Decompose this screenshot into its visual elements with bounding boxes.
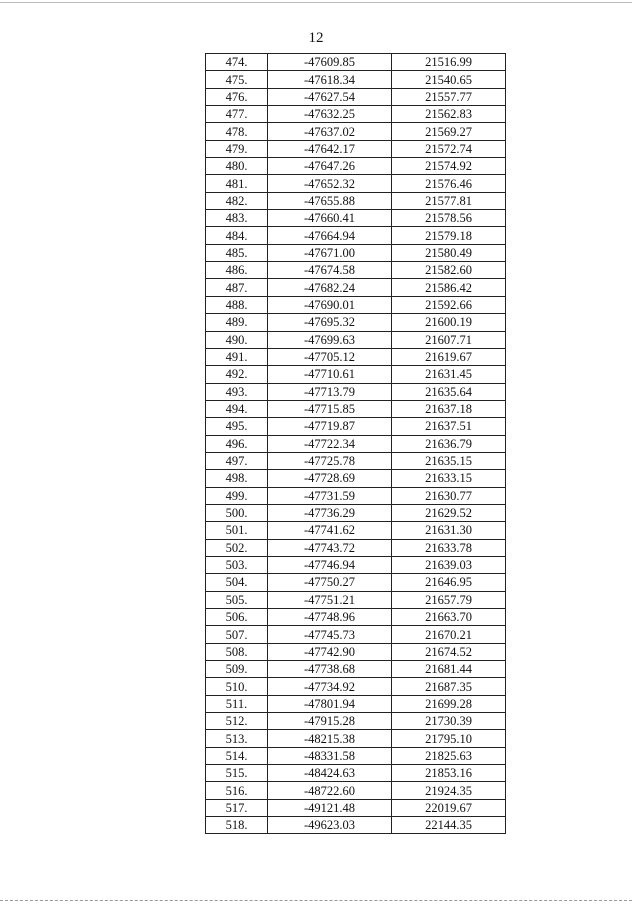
point-number-cell: 475. — [206, 71, 268, 88]
y-coordinate-cell: 21516.99 — [392, 54, 506, 71]
x-coordinate-cell: -47745.73 — [268, 626, 392, 643]
table-row — [206, 730, 506, 747]
table-row — [206, 400, 506, 417]
point-number-cell: 511. — [206, 695, 268, 712]
x-coordinate-cell: -47647.26 — [268, 158, 392, 175]
x-coordinate-cell: -47738.68 — [268, 661, 392, 678]
table-row — [206, 262, 506, 279]
point-number-cell: 479. — [206, 140, 268, 157]
y-coordinate-cell: 21699.28 — [392, 695, 506, 712]
x-coordinate-cell: -47674.58 — [268, 262, 392, 279]
x-coordinate-cell: -47915.28 — [268, 713, 392, 730]
x-coordinate-cell: -47728.69 — [268, 470, 392, 487]
y-coordinate-cell: 21637.51 — [392, 418, 506, 435]
point-number-cell: 480. — [206, 158, 268, 175]
y-coordinate-cell: 21600.19 — [392, 314, 506, 331]
table-row — [206, 210, 506, 227]
x-coordinate-cell: -47746.94 — [268, 556, 392, 573]
y-coordinate-cell: 21636.79 — [392, 435, 506, 452]
coordinates-table — [205, 53, 506, 834]
table-row — [206, 296, 506, 313]
table-row — [206, 470, 506, 487]
point-number-cell: 513. — [206, 730, 268, 747]
table-row — [206, 314, 506, 331]
table-row — [206, 279, 506, 296]
table-row — [206, 140, 506, 157]
table-row — [206, 661, 506, 678]
x-coordinate-cell: -48722.60 — [268, 782, 392, 799]
table-row — [206, 747, 506, 764]
x-coordinate-cell: -47713.79 — [268, 383, 392, 400]
table-row — [206, 452, 506, 469]
point-number-cell: 512. — [206, 713, 268, 730]
table-row — [206, 799, 506, 816]
x-coordinate-cell: -47719.87 — [268, 418, 392, 435]
x-coordinate-cell: -49121.48 — [268, 799, 392, 816]
y-coordinate-cell: 21681.44 — [392, 661, 506, 678]
y-coordinate-cell: 21629.52 — [392, 504, 506, 521]
y-coordinate-cell: 21574.92 — [392, 158, 506, 175]
y-coordinate-cell: 21657.79 — [392, 591, 506, 608]
y-coordinate-cell: 21592.66 — [392, 296, 506, 313]
table-row — [206, 175, 506, 192]
x-coordinate-cell: -47705.12 — [268, 348, 392, 365]
x-coordinate-cell: -47741.62 — [268, 522, 392, 539]
x-coordinate-cell: -47725.78 — [268, 452, 392, 469]
y-coordinate-cell: 21633.78 — [392, 539, 506, 556]
table-row — [206, 71, 506, 88]
table-row — [206, 123, 506, 140]
x-coordinate-cell: -49623.03 — [268, 817, 392, 834]
table-row — [206, 244, 506, 261]
point-number-cell: 482. — [206, 192, 268, 209]
table-row — [206, 348, 506, 365]
point-number-cell: 507. — [206, 626, 268, 643]
table-row — [206, 782, 506, 799]
x-coordinate-cell: -47632.25 — [268, 106, 392, 123]
table-row — [206, 54, 506, 71]
point-number-cell: 474. — [206, 54, 268, 71]
x-coordinate-cell: -47637.02 — [268, 123, 392, 140]
x-coordinate-cell: -47748.96 — [268, 609, 392, 626]
x-coordinate-cell: -47751.21 — [268, 591, 392, 608]
x-coordinate-cell: -47642.17 — [268, 140, 392, 157]
table-row — [206, 522, 506, 539]
x-coordinate-cell: -47710.61 — [268, 366, 392, 383]
point-number-cell: 508. — [206, 643, 268, 660]
y-coordinate-cell: 21577.81 — [392, 192, 506, 209]
point-number-cell: 488. — [206, 296, 268, 313]
point-number-cell: 501. — [206, 522, 268, 539]
point-number-cell: 505. — [206, 591, 268, 608]
y-coordinate-cell: 21572.74 — [392, 140, 506, 157]
table-row — [206, 435, 506, 452]
x-coordinate-cell: -47743.72 — [268, 539, 392, 556]
y-coordinate-cell: 21635.15 — [392, 452, 506, 469]
point-number-cell: 487. — [206, 279, 268, 296]
x-coordinate-cell: -47652.32 — [268, 175, 392, 192]
y-coordinate-cell: 21562.83 — [392, 106, 506, 123]
y-coordinate-cell: 21663.70 — [392, 609, 506, 626]
y-coordinate-cell: 21639.03 — [392, 556, 506, 573]
x-coordinate-cell: -47655.88 — [268, 192, 392, 209]
y-coordinate-cell: 21633.15 — [392, 470, 506, 487]
point-number-cell: 486. — [206, 262, 268, 279]
point-number-cell: 491. — [206, 348, 268, 365]
point-number-cell: 518. — [206, 817, 268, 834]
y-coordinate-cell: 21582.60 — [392, 262, 506, 279]
point-number-cell: 490. — [206, 331, 268, 348]
point-number-cell: 492. — [206, 366, 268, 383]
y-coordinate-cell: 21607.71 — [392, 331, 506, 348]
point-number-cell: 497. — [206, 452, 268, 469]
y-coordinate-cell: 21730.39 — [392, 713, 506, 730]
table-row — [206, 88, 506, 105]
x-coordinate-cell: -47736.29 — [268, 504, 392, 521]
table-row — [206, 765, 506, 782]
x-coordinate-cell: -47731.59 — [268, 487, 392, 504]
y-coordinate-cell: 21795.10 — [392, 730, 506, 747]
y-coordinate-cell: 21631.45 — [392, 366, 506, 383]
table-row — [206, 556, 506, 573]
table-row — [206, 817, 506, 834]
x-coordinate-cell: -47715.85 — [268, 400, 392, 417]
x-coordinate-cell: -48215.38 — [268, 730, 392, 747]
point-number-cell: 493. — [206, 383, 268, 400]
x-coordinate-cell: -47664.94 — [268, 227, 392, 244]
x-coordinate-cell: -47690.01 — [268, 296, 392, 313]
x-coordinate-cell: -47695.32 — [268, 314, 392, 331]
x-coordinate-cell: -47671.00 — [268, 244, 392, 261]
point-number-cell: 506. — [206, 609, 268, 626]
point-number-cell: 495. — [206, 418, 268, 435]
point-number-cell: 514. — [206, 747, 268, 764]
x-coordinate-cell: -48424.63 — [268, 765, 392, 782]
x-coordinate-cell: -47742.90 — [268, 643, 392, 660]
point-number-cell: 499. — [206, 487, 268, 504]
x-coordinate-cell: -47660.41 — [268, 210, 392, 227]
table-row — [206, 626, 506, 643]
point-number-cell: 509. — [206, 661, 268, 678]
y-coordinate-cell: 21674.52 — [392, 643, 506, 660]
point-number-cell: 502. — [206, 539, 268, 556]
y-coordinate-cell: 21853.16 — [392, 765, 506, 782]
table-row — [206, 192, 506, 209]
y-coordinate-cell: 21569.27 — [392, 123, 506, 140]
y-coordinate-cell: 21924.35 — [392, 782, 506, 799]
y-coordinate-cell: 21635.64 — [392, 383, 506, 400]
y-coordinate-cell: 21576.46 — [392, 175, 506, 192]
point-number-cell: 485. — [206, 244, 268, 261]
point-number-cell: 510. — [206, 678, 268, 695]
y-coordinate-cell: 22019.67 — [392, 799, 506, 816]
y-coordinate-cell: 21557.77 — [392, 88, 506, 105]
point-number-cell: 484. — [206, 227, 268, 244]
y-coordinate-cell: 21540.65 — [392, 71, 506, 88]
table-row — [206, 695, 506, 712]
x-coordinate-cell: -47618.34 — [268, 71, 392, 88]
x-coordinate-cell: -47699.63 — [268, 331, 392, 348]
y-coordinate-cell: 21631.30 — [392, 522, 506, 539]
point-number-cell: 494. — [206, 400, 268, 417]
point-number-cell: 496. — [206, 435, 268, 452]
table-row — [206, 713, 506, 730]
table-row — [206, 539, 506, 556]
table-row — [206, 106, 506, 123]
bottom-edge-line — [0, 900, 632, 902]
table-row — [206, 158, 506, 175]
point-number-cell: 481. — [206, 175, 268, 192]
coordinates-table-body — [206, 54, 506, 834]
y-coordinate-cell: 21580.49 — [392, 244, 506, 261]
table-row — [206, 418, 506, 435]
point-number-cell: 500. — [206, 504, 268, 521]
point-number-cell: 517. — [206, 799, 268, 816]
table-row — [206, 591, 506, 608]
point-number-cell: 504. — [206, 574, 268, 591]
point-number-cell: 515. — [206, 765, 268, 782]
x-coordinate-cell: -48331.58 — [268, 747, 392, 764]
y-coordinate-cell: 21619.67 — [392, 348, 506, 365]
x-coordinate-cell: -47734.92 — [268, 678, 392, 695]
table-row — [206, 504, 506, 521]
table-row — [206, 227, 506, 244]
y-coordinate-cell: 21687.35 — [392, 678, 506, 695]
table-row — [206, 366, 506, 383]
x-coordinate-cell: -47722.34 — [268, 435, 392, 452]
point-number-cell: 503. — [206, 556, 268, 573]
point-number-cell: 498. — [206, 470, 268, 487]
x-coordinate-cell: -47627.54 — [268, 88, 392, 105]
x-coordinate-cell: -47801.94 — [268, 695, 392, 712]
x-coordinate-cell: -47682.24 — [268, 279, 392, 296]
table-row — [206, 574, 506, 591]
table-row — [206, 383, 506, 400]
table-row — [206, 609, 506, 626]
y-coordinate-cell: 21579.18 — [392, 227, 506, 244]
table-row — [206, 487, 506, 504]
point-number-cell: 478. — [206, 123, 268, 140]
point-number-cell: 483. — [206, 210, 268, 227]
table-row — [206, 643, 506, 660]
table-row — [206, 678, 506, 695]
y-coordinate-cell: 22144.35 — [392, 817, 506, 834]
y-coordinate-cell: 21578.56 — [392, 210, 506, 227]
table-row — [206, 331, 506, 348]
top-edge-line — [0, 2, 632, 4]
y-coordinate-cell: 21586.42 — [392, 279, 506, 296]
point-number-cell: 489. — [206, 314, 268, 331]
x-coordinate-cell: -47750.27 — [268, 574, 392, 591]
y-coordinate-cell: 21825.63 — [392, 747, 506, 764]
y-coordinate-cell: 21630.77 — [392, 487, 506, 504]
page-number: 12 — [308, 30, 324, 46]
point-number-cell: 476. — [206, 88, 268, 105]
point-number-cell: 516. — [206, 782, 268, 799]
y-coordinate-cell: 21637.18 — [392, 400, 506, 417]
y-coordinate-cell: 21646.95 — [392, 574, 506, 591]
point-number-cell: 477. — [206, 106, 268, 123]
y-coordinate-cell: 21670.21 — [392, 626, 506, 643]
x-coordinate-cell: -47609.85 — [268, 54, 392, 71]
